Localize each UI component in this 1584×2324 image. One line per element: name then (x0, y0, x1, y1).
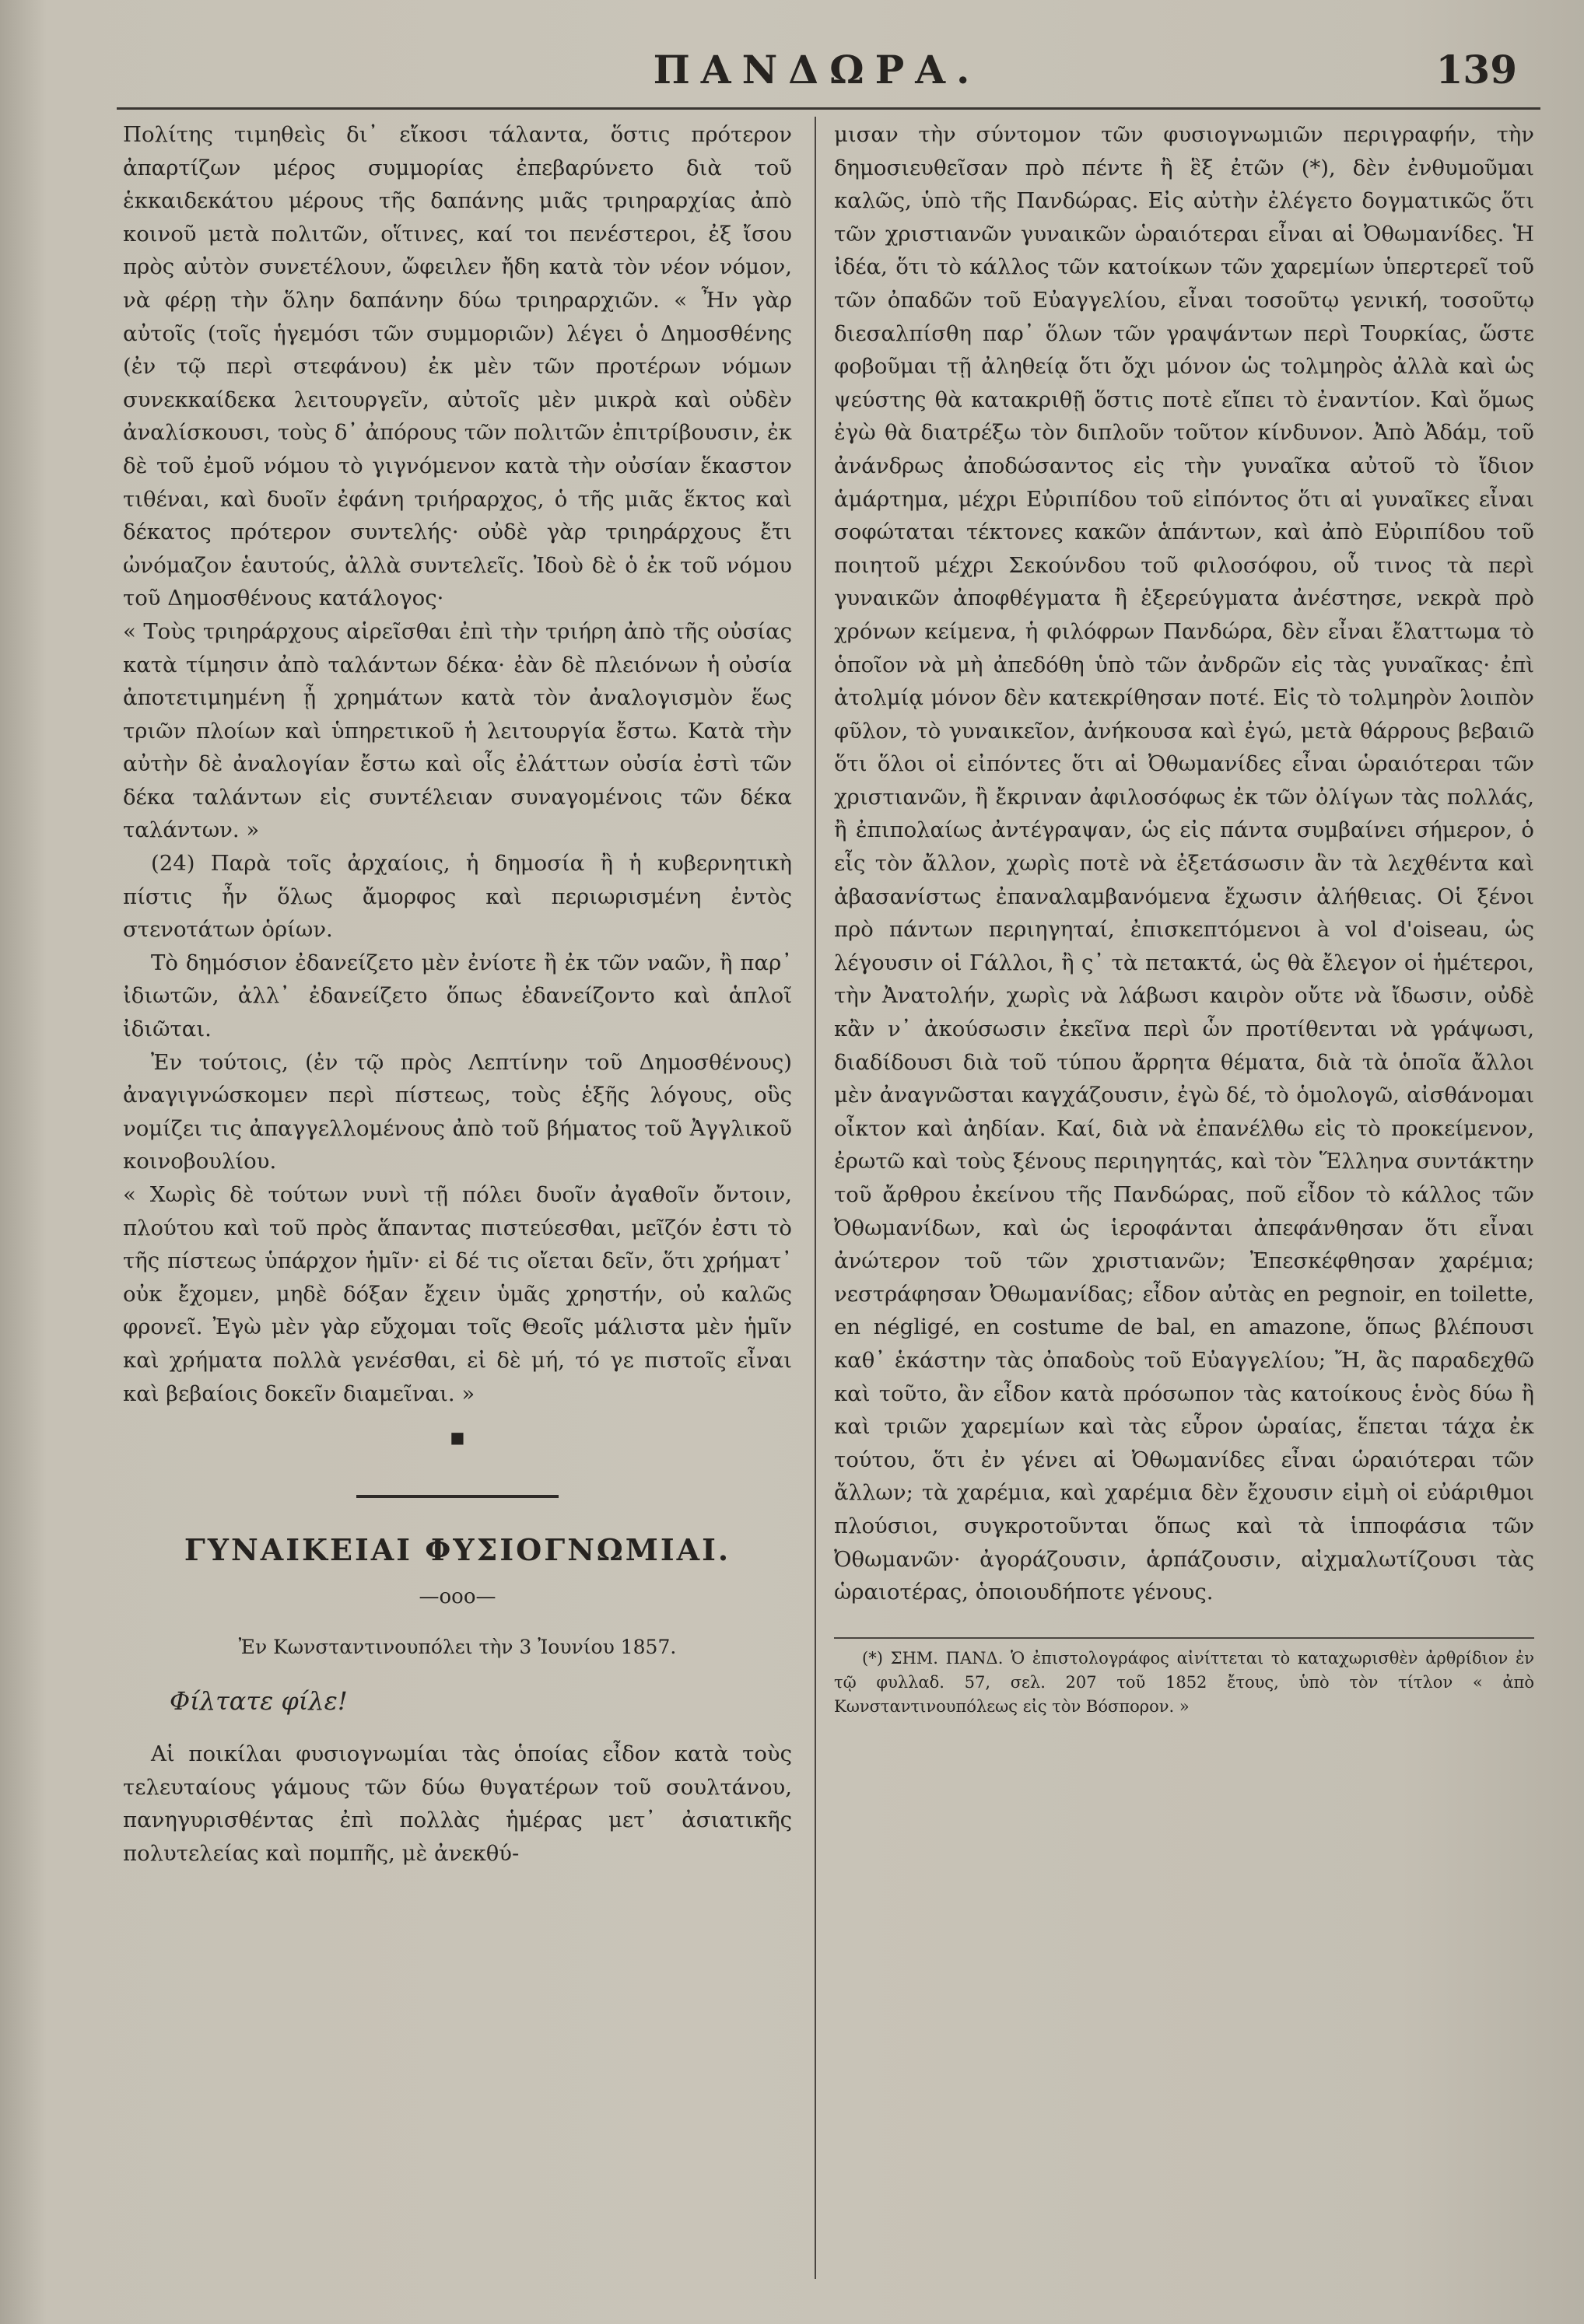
right-column (834, 118, 1534, 1719)
page-number: 139 (1435, 47, 1517, 93)
column-divider (815, 117, 816, 2279)
quoted-law: « Τοὺς τριηράρχους αἱρεῖσθαι ἐπὶ τὴν τριήρη ἀπὸ τῆς οὐσίας κατὰ τίμησιν ἀπὸ ταλάντων δέκα· ἐὰν δὲ πλειόνων ἡ οὐσία ἀποτετιμημένη ᾖ χρημάτων κατὰ τὸν ἀναλογισμὸν ἕως τριῶν πλοίων καὶ ὑπηρετικοῦ ἡ λειτουργία ἔστω. Κατὰ τὴν αὐτὴν δὲ ἀναλογίαν ἔστω καὶ οἷς ἐλάττων οὐσία ἐστὶ τῶν δέκα ταλάντων εἰς συντέλειαν συναγομένοις τῶν δέκα ταλάντων. » (123, 618, 792, 843)
section-rule (356, 1495, 559, 1498)
letter-paragraph: μισαν τὴν σύντομον τῶν φυσιογνωμιῶν περιγραφήν, τὴν δημοσιευθεῖσαν πρὸ πέντε ἢ ἓξ ἐτῶν (*), δὲν ἐνθυμοῦμαι καλῶς, ὑπὸ τῆς Πανδώρας. Εἰς αὐτὴν ἐλέγετο δογματικῶς ὅτι τῶν χριστιανῶν γυναικῶν ὡραιότεραι εἶναι αἱ Ὀθωμανίδες. Ἡ ἰδέα, ὅτι τὸ κάλλος τῶν κατοίκων τῶν χαρεμίων ὑπερτερεῖ τοῦ τῶν ὀπαδῶν τοῦ Εὐαγγελίου, εἶναι τοσοῦτῳ γενική, τοσοῦτῳ διεσαλπίσθη παρ᾽ ὅλων τῶν γραψάντων περὶ Τουρκίας, ὥστε φοβοῦμαι τῇ ἀληθείᾳ ὅτι ὄχι μόνον ὡς τολμηρὸς ἀλλὰ καὶ ὡς ψεύστης θὰ κατακριθῇ ὅστις ποτὲ εἴπει τὸ ἐναντίον. Καὶ ὅμως ἐγὼ θὰ διατρέξω τὸν διπλοῦν τοῦτον κίνδυνον. Ἀπὸ Ἀδάμ, τοῦ ἀνάνδρως ἀποδώσαντος εἰς τὴν γυναῖκα αὐτοῦ τὸ ἴδιον ἁμάρτημα, μέχρι Εὐριπίδου τοῦ εἰπόντος ὅτι αἱ γυναῖκες εἶναι σοφώταται τέκτονες κακῶν ἁπάντων, καὶ ἀπὸ Εὐριπίδου τοῦ ποιητοῦ μέχρι Σεκούνδου τοῦ φιλοσόφου, οὗ τινος τὰ περὶ γυναικῶν ἀποφθέγματα ἢ ἐξερεύγματα ἀνέστησε, νεκρὰ πρὸ χρόνων κείμενα, ἡ φιλόφρων Πανδώρα, δὲν εἶναι ἔλαττωμα τὸ ὁποῖον νὰ μὴ ἀπεδόθη ὑπὸ τῶν ἀνδρῶν εἰς τὰς γυναῖκας· ἐπὶ ἀτολμίᾳ μόνον δὲν κατεκρίθησαν ποτέ. Εἰς τὸ τολμηρὸν λοιπὸν φῦλον, τὸ γυναικεῖον, ἀνήκουσα καὶ ἐγώ, μετὰ θάρρους βεβαιῶ ὅτι ὅλοι οἱ εἰπόντες ὅτι αἱ Ὀθωμανίδες εἶναι ὡραιότεραι τῶν χριστιανῶν, ἢ ἔκριναν ἀφιλοσόφως ἐκ τῶν ὀλίγων τὰς πολλάς, ἢ ἐπιπολαίως ἀντέγραψαν, ὡς εἰς πάντα συμβαίνει σήμερον, ὁ εἷς τὸν ἄλλον, χωρὶς ποτὲ νὰ ἐξετάσωσιν ἂν τὰ λεχθέντα καὶ ἀβασανίστως ἐπαναλαμβανόμενα ἔχωσιν ἀλήθειας. Οἱ ξένοι πρὸ πάντων περιηγηταί, ἐπισκεπτόμενοι à vol d'oiseau, ὡς λέγουσιν οἱ Γάλλοι, ἢ ς᾽ τὰ πετακτά, ὡς θὰ ἔλεγον οἱ ἡμέτεροι, τὴν Ἀνατολήν, χωρὶς νὰ λάβωσι καιρὸν οὔτε νὰ ἴδωσιν, οὐδὲ κἂν ν᾽ ἀκούσωσιν ἐκεῖνα περὶ ὧν προτίθενται νὰ γράψωσι, διαδίδουσι διὰ τοῦ τύπου ἄρρητα θέματα, διὰ τὰ ὁποῖα ἄλλοι μὲν ἀναγνῶσται καγχάζουσιν, ἐγὼ δέ, τὸ ὁμολογῶ, αἰσθάνομαι οἶκτον καὶ ἀηδίαν. Καί, διὰ νὰ ἐπανέλθω εἰς τὸ προκείμενον, ἐρωτῶ καὶ τοὺς ξένους περιηγητάς, καὶ τὸν Ἕλληνα συντάκτην τοῦ ἄρθρου ἐκείνου τῆς Πανδώρας, ποῦ εἶδον τὸ κάλλος τῶν Ὀθωμανίδων, καὶ ὡς ἱεροφάνται ἀπεφάνθησαν ὅτι εἶναι ἀνώτερον τοῦ τῶν χριστιανῶν; Ἐπεσκέφθησαν χαρέμια; νεστράφησαν Ὀθωμανίδας; εἶδον αὐτὰς en pegnoir, en toilette, en négligé, en costume de bal, en amazone, ὅπως βλέπουσι καθ᾽ ἑκάστην τὰς ὀπαδοὺς τοῦ Εὐαγγελίου; Ἤ, ἂς παραδεχθῶ καὶ τοῦτο, ἂν εἶδον κατὰ πρόσωπον τὰς κατοίκους ἑνὸς δύω ἢ καὶ τριῶν χαρεμίων καὶ τὰς εὗρον ὡραίας, ἕπεται τάχα ἐκ τούτου, ὅτι ἐν γένει αἱ Ὀθωμανίδες εἶναι ὡραιότεραι τῶν ἄλλων; τὰ χαρέμια, καὶ χαρέμια δὲν ἔχουσιν εἰμὴ οἱ εὐάριθμοι πλούσιοι, συγκροτοῦνται ὅπως καὶ τὰ ἱπποφάσια τῶν Ὀθωμανῶν· ἀγοράζουσιν, ἁρπάζουσιν, αἰχμαλωτίζουσι τὰς ὡραιοτέρας, ὁποιουδήποτε γένους. (834, 122, 1534, 1605)
salutation: Φίλτατε φίλε! (170, 1685, 348, 1716)
article-paragraph: Πολίτης τιμηθεὶς δι᾽ εἴκοσι τάλαντα, ὅστις πρότερον ἀπαρτίζων μέρος συμμορίας ἐπεβαρύνετο διὰ τοῦ ἑκκαιδεκάτου μέρους τῆς δαπάνης μιᾶς τριηραρχίας ἀπὸ κοινοῦ μετὰ πολιτῶν, οἵτινες, καί τοι πενέστεροι, ἐξ ἴσου πρὸς αὐτὸν συνετέλουν, ὤφειλεν ἤδη κατὰ τὸν νέον νόμον, νὰ φέρῃ τὴν ὅλην δαπάνην δύω τριηραρχιῶν. « Ἦν γὰρ αὐτοῖς (τοῖς ἡγεμόσι τῶν συμμοριῶν) λέγει ὁ Δημοσθένης (ἐν τῷ περὶ στεφάνου) ἐκ μὲν τῶν προτέρων νόμων συνεκκαίδεκα λειτουργεῖν, αὐτοῖς μὲν μικρὰ καὶ οὐδὲν ἀναλίσκουσι, τοὺς δ᾽ ἀπόρους τῶν πολιτῶν ἐπιτρίβουσιν, ἐκ δὲ τοῦ ἐμοῦ νόμου τὸ γιγνόμενον κατὰ τὴν οὐσίαν ἕκαστον τιθέναι, καὶ δυοῖν ἐφάνη τριήραρχος, ὁ τῆς μιᾶς ἕκτος καὶ δέκατος πρότερον συντελής· οὐδὲ γὰρ τριηράρχους ἔτι ὠνόμαζον ἑαυτούς, ἀλλὰ συντελεῖς. Ἰδοὺ δὲ ὁ ἐκ τοῦ νόμου τοῦ Δημοσθένους κατάλογος· (123, 122, 792, 611)
letter-paragraph: Αἱ ποικίλαι φυσιογνωμίαι τὰς ὁποίας εἶδον κατὰ τοὺς τελευταίους γάμους τῶν δύω θυγατέρων τοῦ σουλτάνου, πανηγυρισθέντας ἐπὶ πολλὰς ἡμέρας μετ᾽ ἀσιατικῆς πολυτελείας καὶ πομπῆς, μὲ ἀνεκθύ- (123, 1741, 792, 1866)
footnote: (*) ΣΗΜ. ΠΑΝΔ. Ὁ ἐπιστολογράφος αἰνίττεται τὸ καταχωρισθὲν ἀρθρίδιον ἐν τῷ φυλλαδ. 57, σελ. 207 τοῦ 1852 ἔτους, ὑπὸ τὸν τίτλον « ἀπὸ Κωνσταντινουπόλεως εἰς τὸν Βόσπορον. » (834, 1648, 1534, 1716)
section-title: ΓΥΝΑΙΚΕΙΑΙ ΦΥΣΙΟΓΝΩΜΙΑΙ. (184, 1531, 731, 1567)
dateline: Ἐν Κωνσταντινουπόλει τὴν 3 Ἰουνίου 1857. (238, 1635, 677, 1658)
quoted-speech: « Χωρὶς δὲ τούτων νυνὶ τῇ πόλει δυοῖν ἀγαθοῖν ὄντοιν, πλούτου καὶ τοῦ πρὸς ἅπαντας πιστεύεσθαι, μεῖζόν ἐστι τὸ τῆς πίστεως ὑπάρχον ἡμῖν· εἰ δέ τις οἴεται δεῖν, ὅτι χρήματ᾽ οὐκ ἔχομεν, μηδὲ δόξαν ἔχειν ὑμᾶς χρηστήν, οὐ καλῶς φρονεῖ. Ἐγὼ μὲν γὰρ εὔχομαι τοῖς Θεοῖς μάλιστα μὲν ἡμῖν καὶ χρήματα πολλὰ γενέσθαι, εἰ δὲ μή, τό γε πιστοῖς εἶναι καὶ βεβαίοις δοκεῖν διαμεῖναι. » (123, 1182, 792, 1406)
footnote-rule (834, 1637, 1534, 1639)
header-rule (117, 107, 1540, 110)
page-header (0, 47, 1584, 117)
end-mark-icon: ■ (450, 1428, 465, 1447)
left-column (123, 118, 792, 1871)
article-paragraph: Ἐν τούτοις, (ἐν τῷ πρὸς Λεπτίνην τοῦ Δημοσθένους) ἀναγιγνώσκομεν περὶ πίστεως, τοὺς ἑξῆς λόγους, οὓς νομίζει τις ἀπαγγελλομένους ἀπὸ τοῦ βήματος τοῦ Ἀγγλικοῦ κοινοβουλίου. (123, 1049, 792, 1174)
article-paragraph: Τὸ δημόσιον ἐδανείζετο μὲν ἐνίοτε ἢ ἐκ τῶν ναῶν, ἢ παρ᾽ ἰδιωτῶν, ἀλλ᾽ ἐδανείζετο ὅπως ἐδανείζοντο καὶ ἁπλοῖ ἰδιῶται. (123, 950, 792, 1042)
article-paragraph: (24) Παρὰ τοῖς ἀρχαίοις, ἡ δημοσία ἢ ἡ κυβερνητικὴ πίστις ἦν ὅλως ἄμορφος καὶ περιωρισμένη ἐντὸς στενοτάτων ὁρίων. (123, 851, 792, 943)
section-ornament: —ooo— (419, 1585, 496, 1609)
running-title: ΠΑΝΔΩΡΑ. (653, 47, 981, 93)
